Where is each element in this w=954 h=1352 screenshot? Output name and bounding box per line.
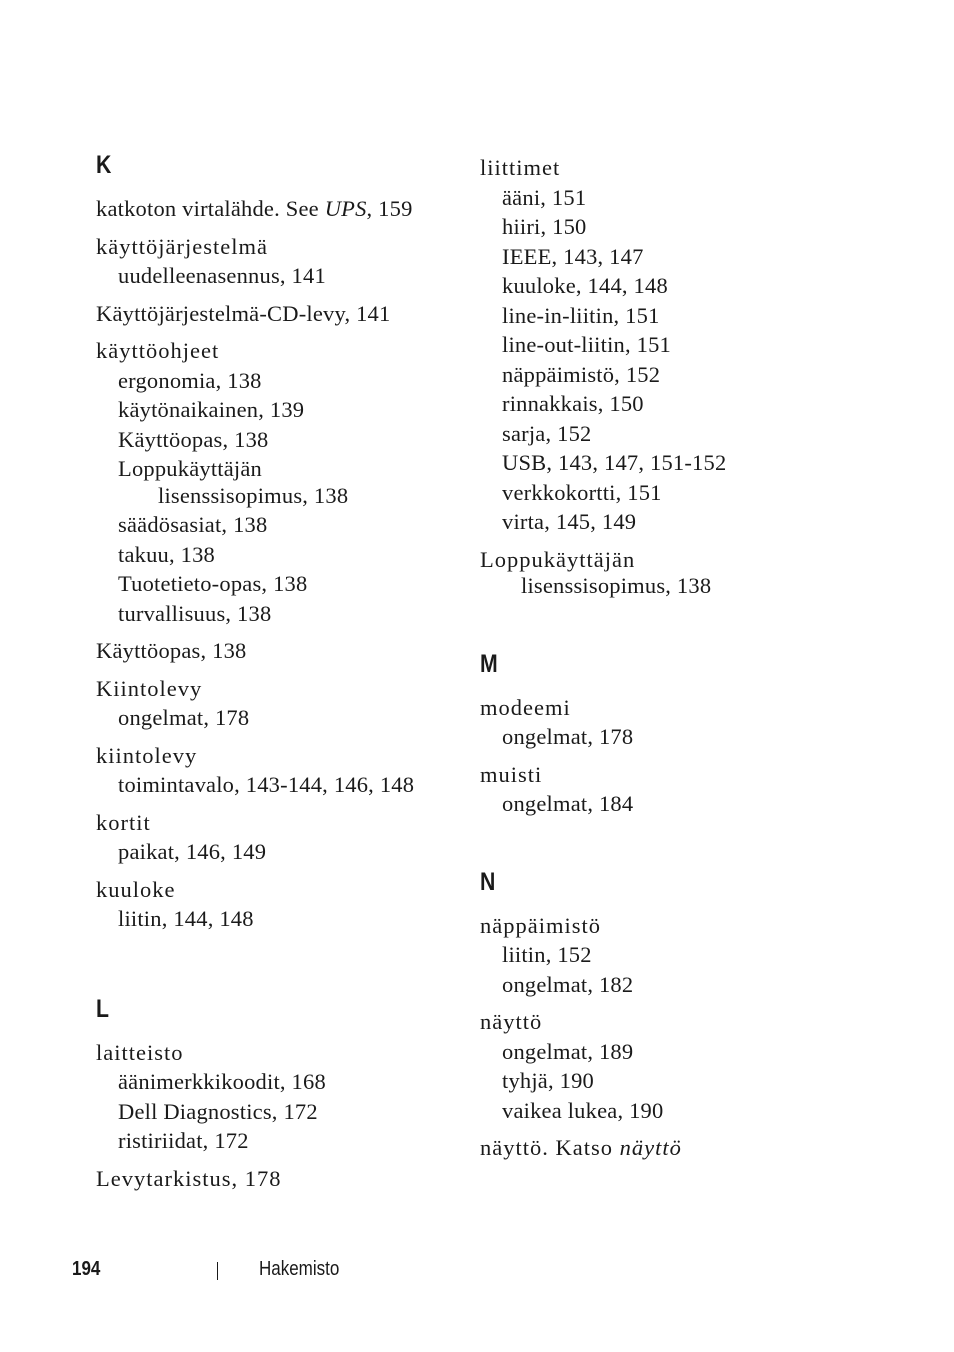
index-term: kortit [96, 809, 151, 835]
index-entry [96, 875, 456, 934]
index-term: käyttöohjeet [96, 338, 220, 363]
page-footer [72, 1258, 472, 1284]
index-entry [480, 153, 860, 537]
index-term: kuuloke [96, 876, 176, 902]
index-term: Kiintolevy [96, 675, 203, 701]
index-subentry: ergonomia, 138 [118, 367, 262, 393]
index-section [96, 150, 456, 934]
index-subentry: ääni, 151 [502, 184, 587, 210]
index-term: liittimet [480, 155, 561, 180]
index-subentry: line-in-liitin, 151 [502, 302, 660, 328]
index-section [480, 867, 860, 1163]
footer-section-title: Hakemisto [259, 1258, 340, 1280]
subentry-line: Loppukäyttäjän [118, 456, 263, 481]
index-entry [96, 232, 456, 291]
index-subentry [96, 454, 456, 510]
index-subentry: ongelmat, 184 [502, 791, 634, 816]
index-entry [480, 760, 860, 819]
index-subentry: toimintavalo, 143-144, 146, 148 [118, 772, 415, 797]
index-subentry: säädösasiat, 138 [118, 512, 268, 537]
index-subentry: rinnakkais, 150 [502, 391, 644, 416]
cross-reference-target: näyttö [619, 1135, 682, 1160]
index-term: näppäimistö [480, 912, 601, 938]
index-subentry: USB, 143, 147, 151-152 [502, 450, 727, 475]
index-subentry: ongelmat, 178 [118, 705, 250, 730]
index-letter-heading: N [480, 867, 496, 896]
index-term-continuation: lisenssisopimus, 138 [521, 573, 712, 598]
index-section [96, 994, 456, 1194]
index-term: näyttö [480, 1009, 543, 1034]
index-entry [96, 1164, 456, 1194]
index-subentry: uudelleenasennus, 141 [118, 263, 326, 288]
cross-reference-target: UPS [324, 196, 367, 221]
index-term: muisti [480, 761, 543, 787]
index-entry [96, 636, 456, 666]
index-entry [96, 299, 456, 329]
footer-separator [217, 1262, 218, 1280]
index-subentry: ongelmat, 182 [502, 971, 634, 997]
index-term: modeemi [480, 694, 571, 720]
index-entry [480, 1133, 860, 1163]
index-subentry: paikat, 146, 149 [118, 839, 267, 864]
index-section [480, 153, 860, 601]
index-subentry: virta, 145, 149 [502, 509, 637, 534]
subentry-continuation: lisenssisopimus, 138 [158, 482, 349, 508]
index-subentry: hiiri, 150 [502, 214, 587, 239]
index-term: Loppukäyttäjän [480, 546, 636, 572]
index-entry [480, 1007, 860, 1125]
index-letter-heading: M [480, 649, 498, 678]
index-letter-heading: K [96, 151, 112, 179]
index-subentry: line-out-liitin, 151 [502, 332, 671, 357]
index-subentry: tyhjä, 190 [502, 1068, 594, 1093]
index-section [480, 649, 860, 819]
index-subentry: turvallisuus, 138 [118, 600, 272, 626]
index-subentry: ongelmat, 189 [502, 1038, 634, 1064]
index-term [96, 194, 456, 224]
index-subentry: sarja, 152 [502, 420, 592, 446]
index-subentry: näppäimistö, 152 [502, 361, 661, 387]
index-subentry: liitin, 152 [502, 942, 592, 967]
index-subentry: takuu, 138 [118, 541, 215, 567]
index-term: Käyttöjärjestelmä-CD-levy, 141 [96, 300, 391, 326]
index-subentry: ongelmat, 178 [502, 724, 634, 749]
index-subentry: vaikea lukea, 190 [502, 1097, 664, 1123]
term-text-part: näyttö. Katso [480, 1135, 620, 1160]
index-entry [96, 741, 456, 800]
index-entry [480, 545, 860, 601]
term-text-part: katkoton virtalähde. See [96, 196, 325, 221]
index-subentry: äänimerkkikoodit, 168 [118, 1069, 326, 1094]
index-term: käyttöjärjestelmä [96, 233, 268, 259]
index-column-left [96, 150, 456, 1193]
index-subentry: ristiriidat, 172 [118, 1128, 249, 1153]
index-entry [96, 808, 456, 867]
index-column-right [480, 150, 860, 1163]
index-entry [480, 693, 860, 752]
index-subentry: Tuotetieto-opas, 138 [118, 571, 308, 596]
index-letter-heading: L [96, 994, 109, 1023]
index-term: Levytarkistus, 178 [96, 1165, 282, 1191]
index-entry [96, 1038, 456, 1156]
term-text-part: , 159 [366, 196, 413, 221]
index-term: kiintolevy [96, 742, 198, 768]
index-entry [96, 336, 456, 628]
index-entry [96, 674, 456, 733]
index-subentry: kuuloke, 144, 148 [502, 273, 668, 298]
index-subentry: IEEE, 143, 147 [502, 243, 644, 269]
index-term: laitteisto [96, 1039, 184, 1065]
index-subentry: Käyttöopas, 138 [118, 426, 269, 452]
index-term [480, 1133, 860, 1163]
index-subentry: käytönaikainen, 139 [118, 397, 305, 422]
index-subentry: Dell Diagnostics, 172 [118, 1098, 318, 1124]
index-subentry: liitin, 144, 148 [118, 906, 254, 931]
page-number: 194 [72, 1258, 101, 1280]
index-entry [96, 194, 456, 224]
index-subentry: verkkokortti, 151 [502, 479, 662, 505]
index-term: Käyttöopas, 138 [96, 638, 247, 663]
index-entry [480, 911, 860, 1000]
